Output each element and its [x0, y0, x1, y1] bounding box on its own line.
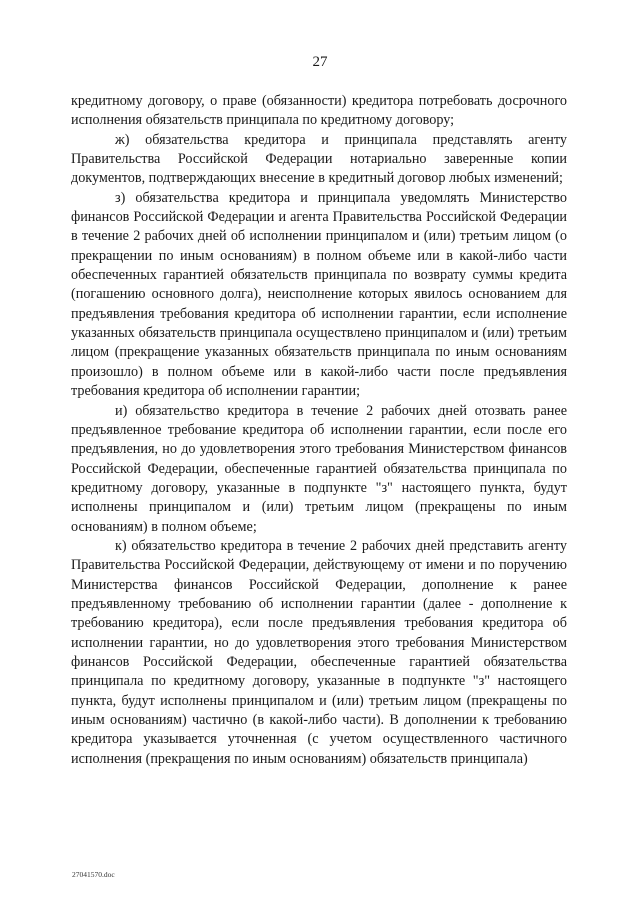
footer-file-name: 27041570.doc	[72, 870, 115, 879]
paragraph-item-i: и) обязательство кредитора в течение 2 рабочих дней отозвать ранее предъявленное требование кредитора об исполнении гарантии, если после его предъявления, но до удовлетворения этого требования Министерством финансов Российской Федерации, обеспеченные гарантией обязательства принципала по кредитному договору, указанные в подпункте "з" настоящего пункта, будут исполнены принципалом и (или) третьим лицом (прекращены по иным основаниям) в полном объеме;	[71, 402, 567, 535]
paragraph-item-z: з) обязательства кредитора и принципала уведомлять Министерство финансов Российской Федерации и агента Правительства Российской Федерации в течение 2 рабочих дней об исполнении принципалом и (или) третьим лицом (о прекращении по иным основаниям) в полном объеме или в какой-либо части обеспеченных гарантией обязательств принципала по возврату суммы кредита (погашению основного долга), неисполнение которых явилось основанием для предъявления требования кредитора об исполнении гарантии, если исполнение указанных обязательств принципала осуществлено принципалом и (или) третьим лицом (прекращение указанных обязательств принципала по иным основаниям произошло) в полном объеме или в какой-либо части после предъявления требования кредитора об исполнении гарантии;	[71, 189, 567, 400]
document-body	[71, 92, 567, 769]
paragraph-item-k: к) обязательство кредитора в течение 2 рабочих дней представить агенту Правительства Российской Федерации, действующему от имени и по поручению Министерства финансов Российской Федерации, дополнение к ранее предъявленному требованию об исполнении гарантии (далее - дополнение к требованию кредитора), если после предъявления требования кредитора об исполнении гарантии, но до удовлетворения этого требования Министерством финансов Российской Федерации, обеспеченные гарантией обязательства принципала по кредитному договору, указанные в подпункте "з" настоящего пункта, будут исполнены принципалом и (или) третьим лицом (прекращены по иным основаниям) частично (в какой-либо части). В дополнении к требованию кредитора указывается уточненная (с учетом осуществленного частичного исполнения (прекращения по иным основаниям) обязательств принципала)	[71, 537, 567, 767]
page-number: 27	[312, 54, 328, 70]
paragraph-continuation: кредитному договору, о праве (обязанности) кредитора потребовать досрочного исполнения обязательств принципала по кредитному договору;	[71, 93, 567, 129]
paragraph-item-zh: ж) обязательства кредитора и принципала представлять агенту Правительства Российской Федерации нотариально заверенные копии документов, подтверждающих внесение в кредитный договор любых изменений;	[71, 131, 567, 187]
